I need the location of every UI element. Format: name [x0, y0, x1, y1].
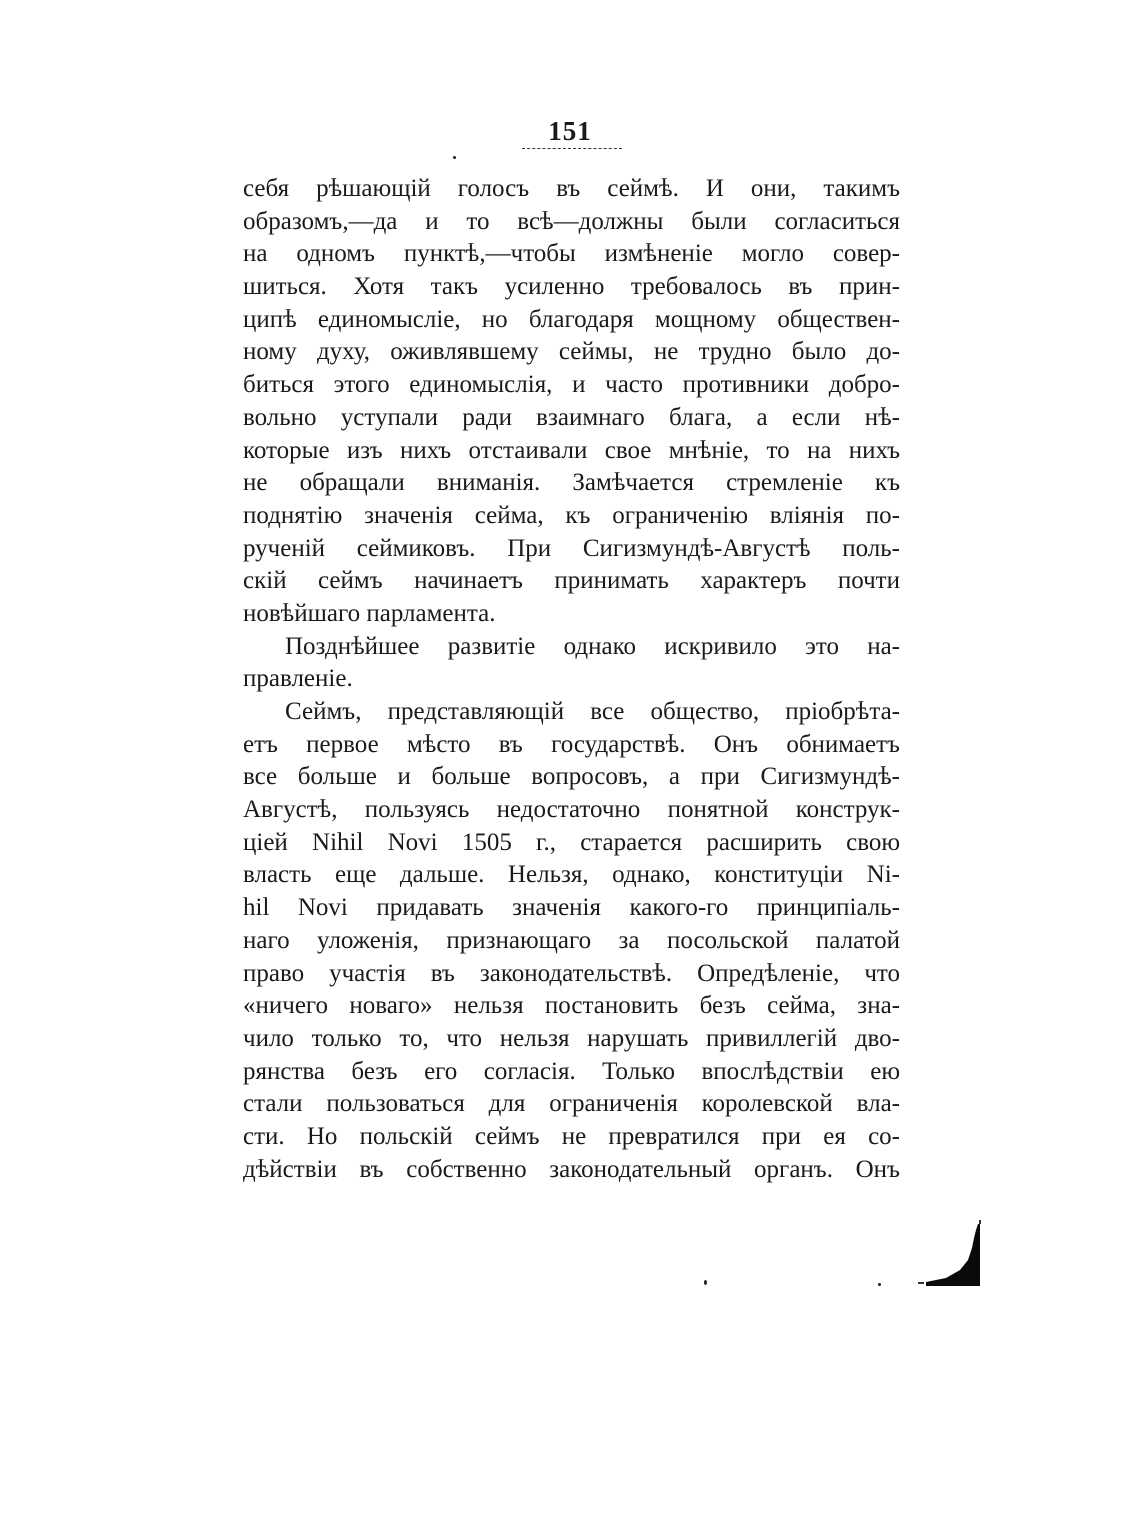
text-line: не обращали вниманія. Замѣчается стремленіе къ [243, 469, 900, 497]
text-line: стали пользоваться для ограниченія королевской вла- [243, 1090, 900, 1118]
text-line: Сеймъ, представляющій все общество, пріобрѣта- [285, 698, 900, 725]
text-line: себя рѣшающій голосъ въ сеймѣ. И они, такимъ [243, 175, 900, 202]
text-line: рученій сеймиковъ. При Сигизмундѣ-Августѣ поль- [243, 534, 900, 562]
text-line: которые изъ нихъ отстаивали свое мнѣніе, то на нихъ [243, 436, 900, 464]
text-line: дѣйствіи въ собственно законодательный органъ. Онъ [243, 1155, 900, 1183]
text-line: ціей Nihil Novi 1505 г., старается расширить свою [243, 828, 900, 856]
scan-speck [453, 156, 456, 159]
text-line: наго уложенія, признающаго за посольской палатой [243, 926, 900, 954]
text-line: рянства безъ его согласія. Только впослѣдствіи ею [243, 1057, 900, 1085]
text-line: право участія въ законодательствѣ. Опредѣленіе, что [243, 959, 900, 987]
text-line: етъ первое мѣсто въ государствѣ. Онъ обнимаетъ [243, 730, 900, 758]
page-number-rule [522, 148, 622, 149]
scan-speck [878, 1283, 881, 1286]
scan-edge-shadow [916, 1220, 982, 1290]
text-line: «ничего новаго» нельзя постановить безъ сейма, зна- [243, 992, 900, 1020]
text-line: Позднѣйшее развитіе однако искривило это на- [285, 632, 900, 660]
text-line: шиться. Хотя такъ усиленно требовалось въ прин- [243, 273, 900, 301]
text-line: сти. Но польскій сеймъ не превратился при ея со- [243, 1122, 900, 1150]
body-text [243, 173, 900, 1186]
text-line: все больше и больше вопросовъ, а при Сигизмундѣ- [243, 763, 900, 791]
text-line: чило только то, что нельзя нарушать привиллегій дво- [243, 1024, 900, 1052]
text-line: ному духу, оживлявшему сеймы, не трудно было до- [243, 338, 900, 366]
text-line: новѣйшаго парламента. [243, 599, 496, 627]
text-line: Августѣ, пользуясь недостаточно понятной конструк- [243, 796, 900, 824]
text-line: ципѣ единомысліе, но благодаря мощному обществен- [243, 305, 900, 333]
text-line: власть еще дальше. Нельзя, однако, конституціи Ni- [243, 861, 900, 889]
text-line: вольно уступали ради взаимнаго блага, а если нѣ- [243, 403, 900, 431]
text-line: скій сеймъ начинаетъ принимать характеръ почти [243, 567, 900, 595]
text-line: поднятію значенія сейма, къ ограниченію вліянія по- [243, 501, 900, 529]
text-line: на одномъ пунктѣ,—чтобы измѣненіе могло совер- [243, 240, 900, 268]
scan-speck [704, 1280, 707, 1285]
text-line: hil Novi придавать значенія какого-го принципіаль- [243, 894, 900, 922]
text-line: правленіе. [243, 665, 353, 693]
page-number: 151 [548, 116, 592, 146]
text-line: биться этого единомыслія, и часто противники добро- [243, 371, 900, 399]
text-line: образомъ,—да и то всѣ—должны были согласиться [243, 207, 900, 235]
